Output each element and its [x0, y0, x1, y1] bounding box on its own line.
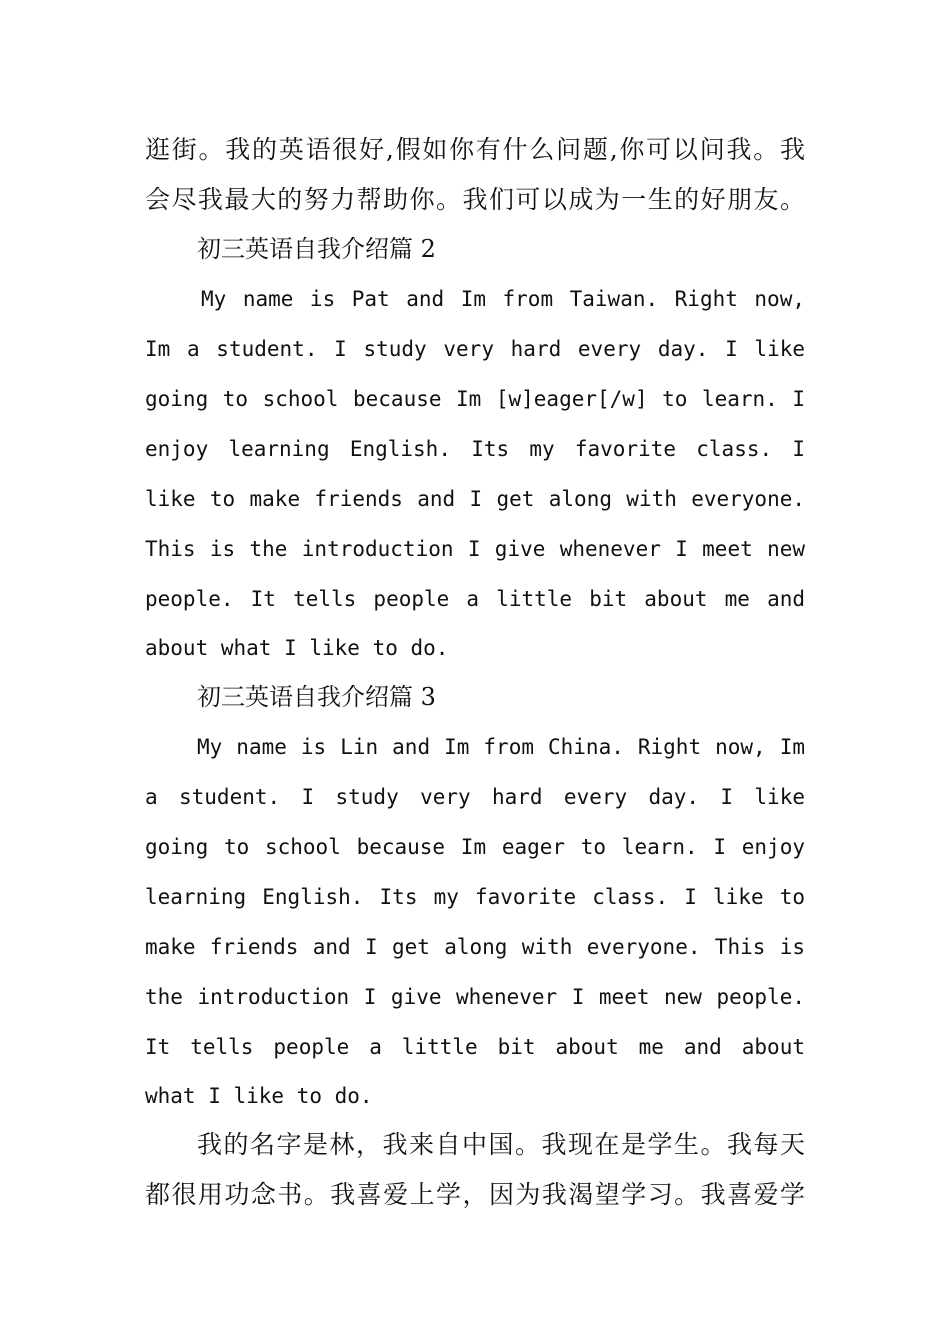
section-2-line-7: people. It tells people a little bit about me and	[145, 587, 805, 611]
section-2-line-6: This is the introduction I give whenever I meet new	[145, 537, 805, 561]
intro-line-2: 会尽我最大的努力帮助你。我们可以成为一生的好朋友。	[145, 185, 805, 214]
section-2-line-3: going to school because Im [w]eager[/w] to learn. I	[145, 387, 805, 411]
intro-line-1: 逛街。我的英语很好,假如你有什么问题,你可以问我。我	[145, 135, 805, 164]
section-3-line-1: My name is Lin and Im from China. Right now, Im	[197, 735, 805, 759]
section-2-line-1: My name is Pat and Im from Taiwan. Right now,	[201, 287, 805, 311]
section-3-chinese-line-1: 我的名字是林，我来自中国。我现在是学生。我每天	[197, 1130, 805, 1159]
section-2-line-2: Im a student. I study very hard every day. I like	[145, 337, 805, 361]
section-3-line-2: a student. I study very hard every day. I like	[145, 785, 805, 809]
section-3-line-4: learning English. Its my favorite class. I like to	[145, 885, 805, 909]
section-2-line-8: about what I like to do.	[145, 636, 449, 660]
section-3-chinese-line-2: 都很用功念书。我喜爱上学，因为我渴望学习。我喜爱学	[145, 1180, 805, 1209]
section-2-line-5: like to make friends and I get along with everyone.	[145, 487, 805, 511]
section-3-line-5: make friends and I get along with everyone. This is	[145, 935, 805, 959]
section-3-heading: 初三英语自我介绍篇 3	[197, 683, 436, 711]
section-3-line-7: It tells people a little bit about me and about	[145, 1035, 805, 1059]
section-2-line-4: enjoy learning English. Its my favorite class. I	[145, 437, 805, 461]
section-2-heading: 初三英语自我介绍篇 2	[197, 235, 436, 263]
section-3-line-8: what I like to do.	[145, 1084, 373, 1108]
section-3-line-3: going to school because Im eager to learn. I enjoy	[145, 835, 805, 859]
section-3-line-6: the introduction I give whenever I meet new people.	[145, 985, 805, 1009]
